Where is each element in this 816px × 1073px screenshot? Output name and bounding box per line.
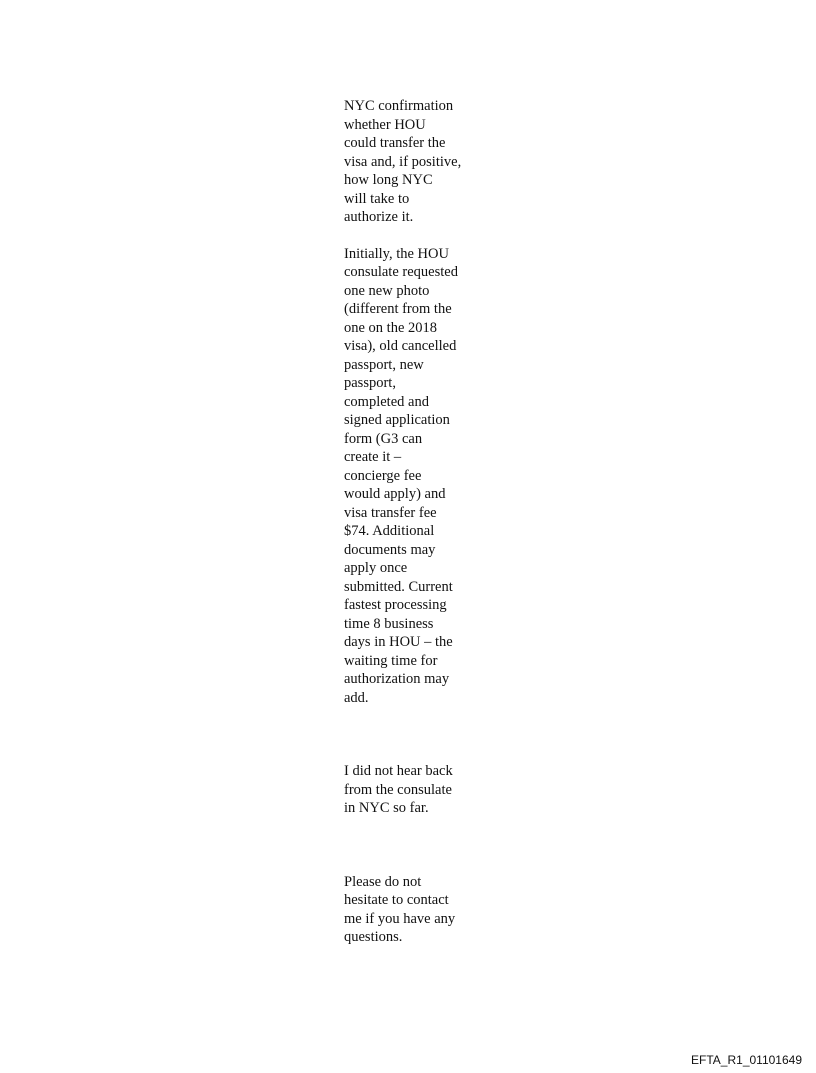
paragraph-no-reply: I did not hear back from the consulate in NYC so far. [344,763,453,816]
email-body-column [344,97,476,947]
paragraph-nyc-confirmation: NYC confirmation whether HOU could transfer the visa and, if positive, how long NYC will take to authorize it. [344,98,462,225]
document-id-label: EFTA_R1_01101649 [691,1053,802,1067]
paragraph-hou-requirements: Initially, the HOU consulate requested one new photo (different from the one on the 2018 visa), old cancelled passport, new passport, completed and signed application form (G3 can create it – concierge fee would apply) and visa transfer fee $74. Additional documents may apply once submitted. Current fastest processing time 8 business days in HOU – the waiting time for authorization may add. [344,245,458,706]
paragraph-contact: Please do not hesitate to contact me if you have any questions. [344,873,456,945]
